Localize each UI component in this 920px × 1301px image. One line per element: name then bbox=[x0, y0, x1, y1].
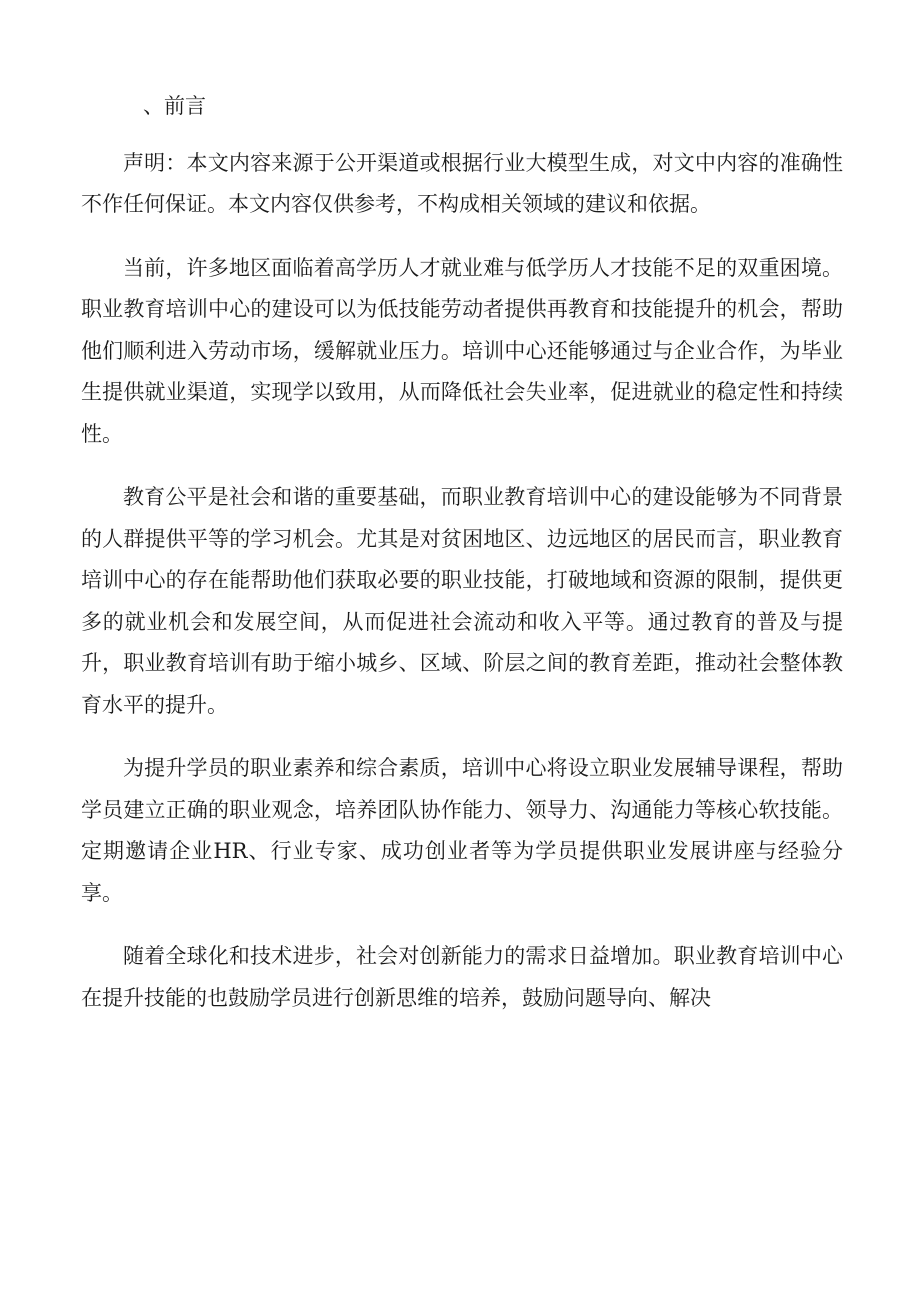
document-body bbox=[81, 86, 843, 1019]
paragraph-employment: 当前，许多地区面临着高学历人才就业难与低学历人才技能不足的双重困境。职业教育培训中心的建设可以为低技能劳动者提供再教育和技能提升的机会，帮助他们顺利进入劳动市场，缓解就业压力。培训中心还能够通过与企业合作，为毕业生提供就业渠道，实现学以致用，从而降低社会失业率，促进就业的稳定性和持续性。 bbox=[81, 255, 843, 446]
paragraph-career-guidance: 为提升学员的职业素养和综合素质，培训中心将设立职业发展辅导课程，帮助学员建立正确的职业观念，培养团队协作能力、领导力、沟通能力等核心软技能。定期邀请企业HR、行业专家、成功创业者等为学员提供职业发展讲座与经验分享。 bbox=[81, 756, 843, 905]
section-heading: 、前言 bbox=[143, 94, 206, 118]
paragraph-equity: 教育公平是社会和谐的重要基础，而职业教育培训中心的建设能够为不同背景的人群提供平等的学习机会。尤其是对贫困地区、边远地区的居民而言，职业教育培训中心的存在能帮助他们获取必要的职业技能，打破地域和资源的限制，提供更多的就业机会和发展空间，从而促进社会流动和收入平等。通过教育的普及与提升，职业教育培训有助于缩小城乡、区域、阶层之间的教育差距，推动社会整体教育水平的提升。 bbox=[81, 485, 843, 717]
paragraph-disclaimer: 声明：本文内容来源于公开渠道或根据行业大模型生成，对文中内容的准确性不作任何保证。本文内容仅供参考，不构成相关领域的建议和依据。 bbox=[81, 150, 843, 216]
paragraph-innovation: 随着全球化和技术进步，社会对创新能力的需求日益增加。职业教育培训中心在提升技能的也鼓励学员进行创新思维的培养，鼓励问题导向、解决 bbox=[81, 944, 843, 1010]
